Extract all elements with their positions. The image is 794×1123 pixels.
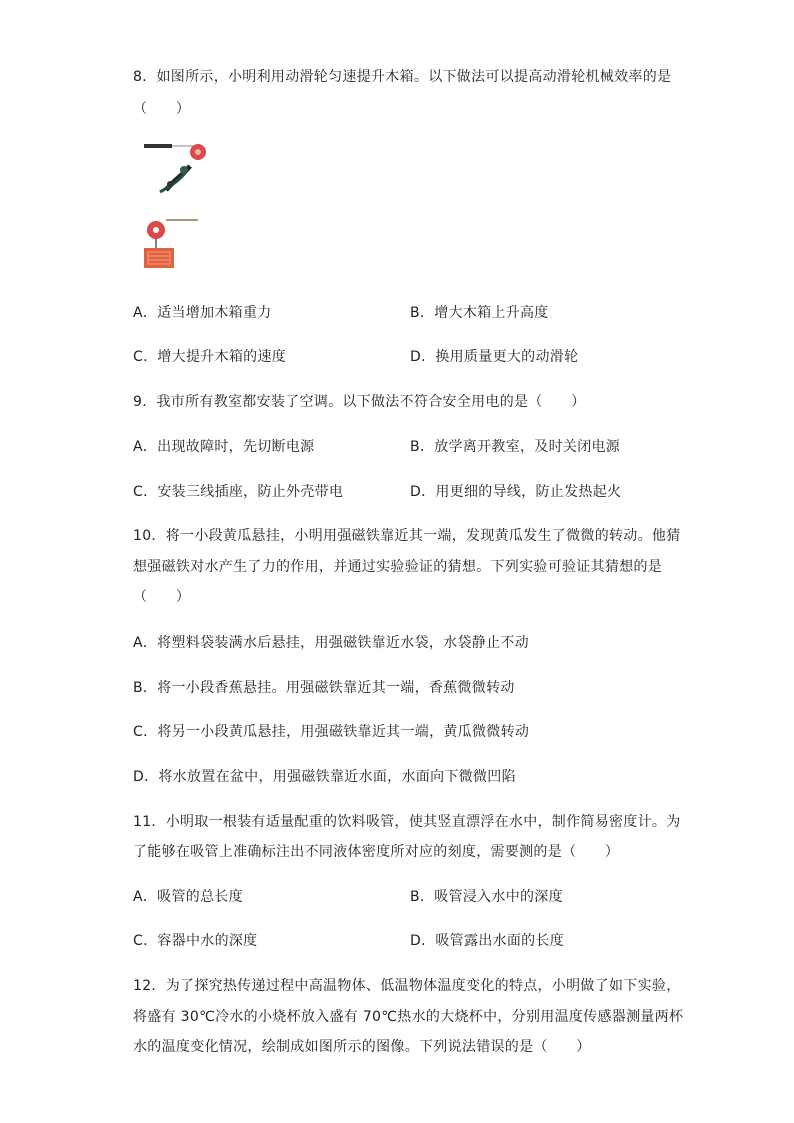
- q8-option-b: B．增大木箱上升高度: [410, 305, 549, 321]
- pulley-illustration: [140, 140, 212, 274]
- q9-option-c: C．安装三线插座，防止外壳带电: [133, 484, 344, 500]
- q10-option-b: B．将一小段香蕉悬挂。用强磁铁靠近其一端，香蕉微微转动: [133, 680, 515, 696]
- q11-stem-line2: 了能够在吸管上准确标注出不同液体密度所对应的刻度，需要测的是（ ）: [133, 844, 620, 860]
- q8-option-a: A．适当增加木箱重力: [133, 305, 272, 321]
- q10-option-c: C．将另一小段黄瓜悬挂，用强磁铁靠近其一端，黄瓜微微转动: [133, 724, 530, 740]
- q12-stem-line1: 12．为了探究热传递过程中高温物体、低温物体温度变化的特点，小明做了如下实验，: [133, 978, 681, 994]
- q11-stem-line1: 11．小明取一根装有适量配重的饮料吸管，使其竖直漂浮在水中，制作简易密度计。为: [133, 814, 681, 830]
- q8-option-c: C．增大提升木箱的速度: [133, 349, 287, 365]
- q12-stem-line3: 水的温度变化情况，绘制成如图所示的图像。下列说法错误的是（ ）: [133, 1039, 591, 1055]
- q10-stem-line2: 想强磁铁对水产生了力的作用，并通过实验验证的猜想。下列实验可验证其猜想的是: [133, 559, 663, 575]
- q10-option-d: D．将水放置在盆中，用强磁铁靠近水面，水面向下微微凹陷: [133, 769, 516, 785]
- q11-option-d: D．吸管露出水面的长度: [410, 933, 565, 949]
- q11-option-c: C．容器中水的深度: [133, 933, 258, 949]
- q8-stem: 8．如图所示，小明利用动滑轮匀速提升木箱。以下做法可以提高动滑轮机械效率的是: [133, 69, 672, 85]
- pulley-figure: [140, 140, 212, 274]
- q9-option-a: A．出现故障时，先切断电源: [133, 439, 315, 455]
- q9-stem: 9．我市所有教室都安装了空调。以下做法不符合安全用电的是（ ）: [133, 394, 586, 410]
- q10-option-a: A．将塑料袋装满水后悬挂，用强磁铁靠近水袋，水袋静止不动: [133, 635, 529, 651]
- q11-option-a: A．吸管的总长度: [133, 889, 243, 905]
- q9-option-d: D．用更细的导线，防止发热起火: [410, 484, 622, 500]
- q11-option-b: B．吸管浸入水中的深度: [410, 889, 563, 905]
- q8-option-d: D．换用质量更大的动滑轮: [410, 349, 579, 365]
- q12-stem-line2: 将盛有 30℃冷水的小烧杯放入盛有 70℃热水的大烧杯中，分别用温度传感器测量两杯: [133, 1009, 684, 1025]
- q8-answer-blank: （ ）: [133, 101, 191, 117]
- q9-option-b: B．放学离开教室，及时关闭电源: [410, 439, 621, 455]
- q10-stem-line1: 10．将一小段黄瓜悬挂，小明用强磁铁靠近其一端，发现黄瓜发生了微微的转动。他猜: [133, 528, 681, 544]
- q10-answer-blank: （ ）: [133, 589, 191, 605]
